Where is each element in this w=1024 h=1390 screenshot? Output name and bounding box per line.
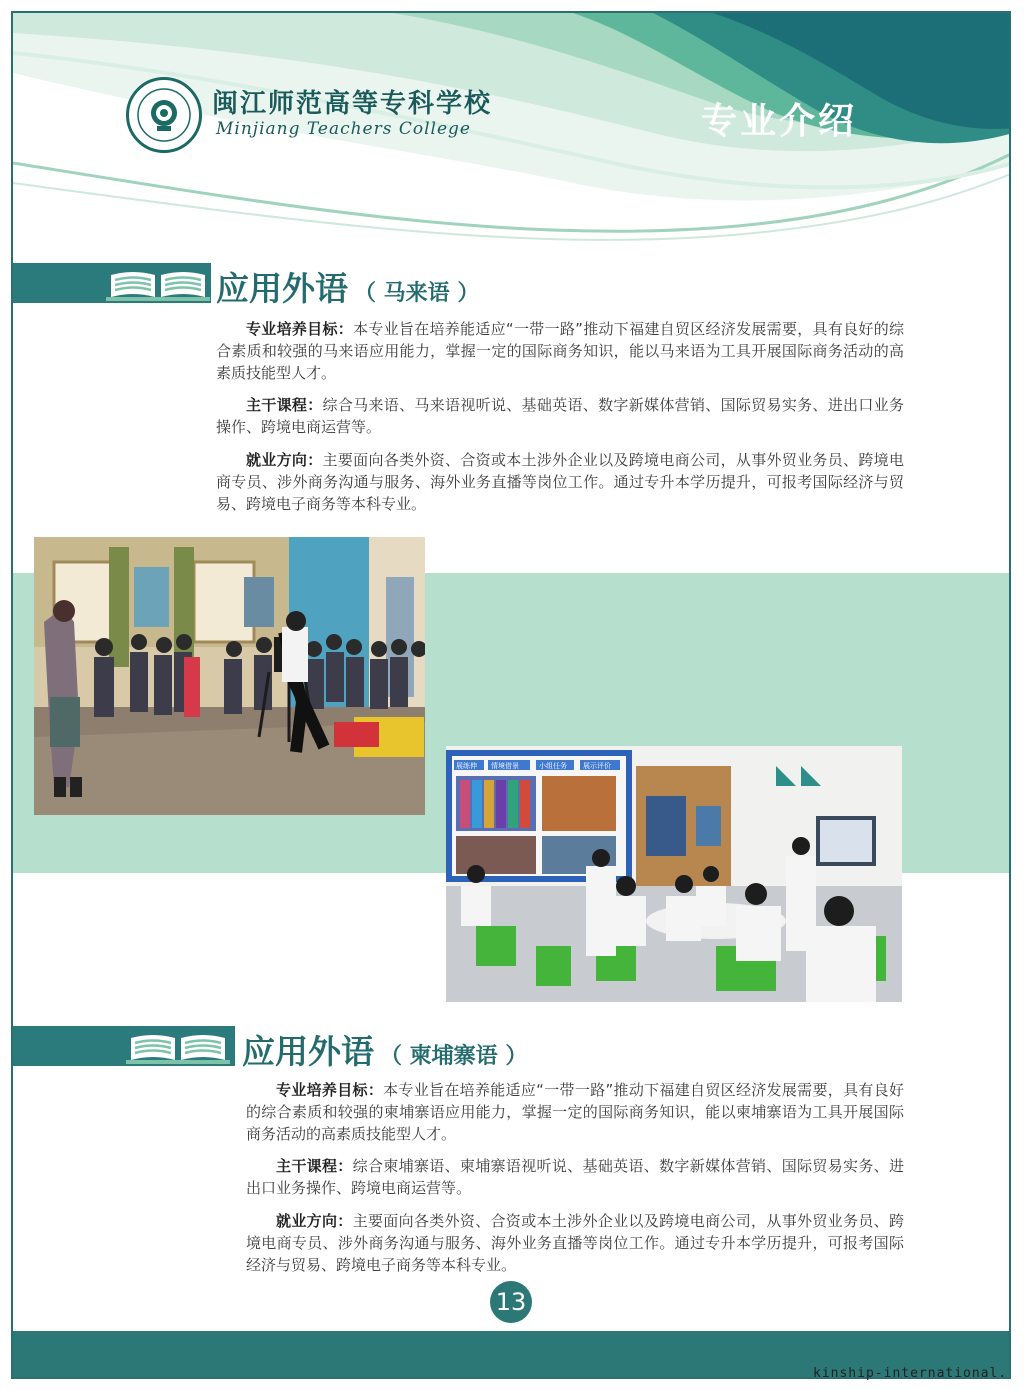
college-name-en: Minjiang Teachers College	[216, 119, 471, 139]
courses-label: 主干课程：	[276, 1157, 353, 1175]
courses-text: 综合柬埔寨语、柬埔寨语视听说、基础英语、数字新媒体营销、国际贸易实务、进出口业务操作、跨境电商运营等。	[246, 1157, 904, 1197]
section2-title-main: 应用外语	[242, 1032, 374, 1071]
open-book-icon	[103, 263, 213, 303]
goal-text: 本专业旨在培养能适应“一带一路”推动下福建自贸区经济发展需要，具有良好的综合素质和较强的马来语应用能力，掌握一定的国际商务知识，能以马来语为工具开展国际商务活动的高素质技能型人才。	[216, 320, 904, 382]
career-label: 就业方向：	[246, 451, 323, 469]
goal-text: 本专业旨在培养能适应“一带一路”推动下福建自贸区经济发展需要，具有良好的综合素质和较强的柬埔寨语应用能力，掌握一定的国际商务知识，能以柬埔寨语为工具开展国际商务活动的高素质技能型人才。	[246, 1081, 904, 1143]
section2-title-sub: （ 柬埔寨语 ）	[380, 1044, 528, 1069]
screen-label-1: 展练伸	[456, 762, 477, 770]
section1-courses	[216, 394, 904, 438]
section1-goal	[216, 318, 904, 384]
courses-label: 主干课程：	[246, 396, 323, 414]
courses-text: 综合马来语、马来语视听说、基础英语、数字新媒体营销、国际贸易实务、进出口业务操作、跨境电商运营等。	[216, 396, 904, 436]
career-text: 主要面向各类外资、合资或本土涉外企业以及跨境电商公司，从事外贸业务员、跨境电商专员、涉外商务沟通与服务、海外业务直播等岗位工作。通过专升本学历提升，可报考国际经济与贸易、跨境电子商务等本科专业。	[246, 1212, 904, 1274]
watermark: kinship-international.	[813, 1366, 1008, 1381]
photo-classroom-presentation	[446, 746, 902, 1002]
screen-label-4: 展示评价	[583, 762, 611, 770]
college-logo	[126, 73, 493, 163]
page-title: 专业介绍	[701, 101, 858, 142]
page-frame	[11, 11, 1011, 1379]
section1-title-main: 应用外语	[216, 269, 348, 308]
screen-label-3: 小组任务	[539, 762, 567, 770]
goal-label: 专业培养目标：	[246, 320, 354, 338]
photo-classroom-performance	[34, 537, 425, 815]
career-text: 主要面向各类外资、合资或本土涉外企业以及跨境电商公司，从事外贸业务员、跨境电商专员、涉外商务沟通与服务、海外业务直播等岗位工作。通过专升本学历提升，可报考国际经济与贸易、跨境电子商务等本科专业。	[216, 451, 904, 513]
section1-career	[216, 449, 904, 515]
section2-goal	[246, 1079, 904, 1145]
section2-career	[246, 1210, 904, 1276]
college-seal-icon	[126, 77, 202, 153]
page-number: 13	[490, 1281, 532, 1323]
college-name-cn: 闽江师范高等专科学校	[212, 89, 493, 119]
goal-label: 专业培养目标：	[276, 1081, 384, 1099]
section1-title	[216, 263, 479, 310]
screen-label-2: 情境借景	[491, 762, 519, 770]
section1-title-sub: （ 马来语 ）	[354, 281, 480, 306]
section2-courses	[246, 1155, 904, 1199]
career-label: 就业方向：	[276, 1212, 353, 1230]
open-book-icon	[123, 1026, 233, 1066]
section2-title	[242, 1026, 527, 1073]
